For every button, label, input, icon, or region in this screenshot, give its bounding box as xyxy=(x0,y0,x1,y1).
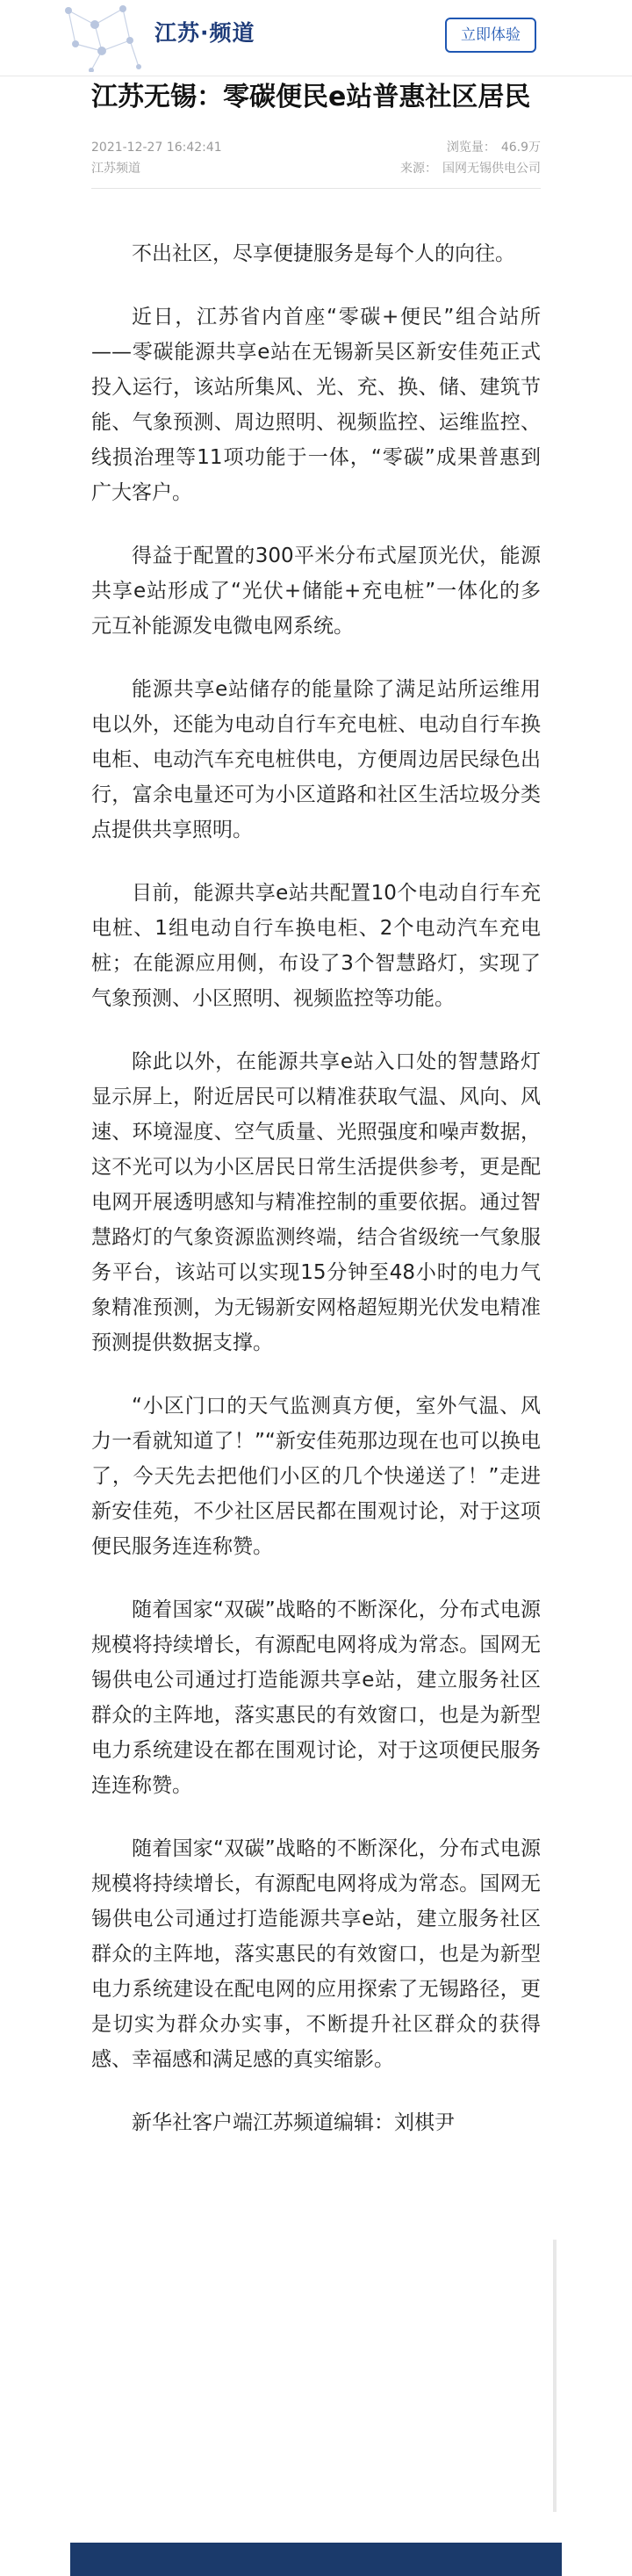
bottom-banner[interactable] xyxy=(70,2543,562,2576)
source-label: 来源： xyxy=(400,162,437,176)
scrollbar[interactable] xyxy=(553,2240,557,2512)
paragraph: 能源共享e站储存的能量除了满足站所运维用电以外，还能为电动自行车充电桩、电动自行车换电柜、电动汽车充电桩供电，方便周边居民绿色出行，富余电量还可为小区道路和社区生活垃圾分类点提供共享照明。 xyxy=(91,678,541,841)
views-value: 46.9万 xyxy=(500,141,541,155)
publish-date: 2021-12-27 16:42:41 xyxy=(91,141,222,155)
paragraph: 除此以外，在能源共享e站入口处的智慧路灯显示屏上，附近居民可以精准获取气温、风向、风速、环境湿度、空气质量、光照强度和噪声数据，这不光可以为小区居民日常生活提供参考，更是配电网开展透明感知与精准控制的重要依据。通过智慧路灯的气象资源监测终端，结合省级统一气象服务平台，该站可以实现15分钟至48小时的电力气象精准预测，为无锡新安网格超短期光伏发电精准预测提供数据支撑。 xyxy=(91,1050,541,1354)
views-label: 浏览量： xyxy=(446,141,496,155)
paragraph: 目前，能源共享e站共配置10个电动自行车充电桩、1组电动自行车换电柜、2个电动汽车充电桩；在能源应用侧，布设了3个智慧路灯，实现了气象预测、小区照明、视频监控等功能。 xyxy=(91,882,541,1010)
paragraph: 近日，江苏省内首座“零碳+便民”组合站所——零碳能源共享e站在无锡新吴区新安佳苑正式投入运行，该站所集风、光、充、换、储、建筑节能、气象预测、周边照明、视频监控、运维监控、线损治理等11项功能于一体，“零碳”成果普惠到广大客户。 xyxy=(91,306,541,504)
paragraph: 随着国家“双碳”战略的不断深化，分布式电源规模将持续增长，有源配电网将成为常态。国网无锡供电公司通过打造能源共享e站，建立服务社区群众的主阵地，落实惠民的有效窗口，也是为新型电力系统建设在配电网的应用探索了无锡路径，更是切实为群众办实事，不断提升社区群众的获得感、幸福感和满足感的真实缩影。 xyxy=(91,1837,541,2071)
paragraph: 得益于配置的300平米分布式屋顶光伏，能源共享e站形成了“光伏+储能+充电桩”一体化的多元互补能源发电微电网系统。 xyxy=(91,545,541,638)
meta-row-bottom xyxy=(91,158,541,179)
editor-byline: 新华社客户端江苏频道编辑：刘棋尹 xyxy=(132,2111,455,2134)
paragraph: 随着国家“双碳”战略的不断深化，分布式电源规模将持续增长，有源配电网将成为常态。国网无锡供电公司通过打造能源共享e站，建立服务社区群众的主阵地，落实惠民的有效窗口，也是为新型电力系统建设在都在围观讨论，对于这项便民服务连连称赞。 xyxy=(91,1598,541,1797)
try-now-button[interactable]: 立即体验 xyxy=(445,18,536,53)
source-value: 国网无锡供电公司 xyxy=(442,162,541,176)
source xyxy=(400,158,541,179)
article-body xyxy=(91,236,541,2140)
channel-name[interactable]: 江苏频道 xyxy=(91,162,140,176)
view-count xyxy=(447,137,541,158)
paragraph: “小区门口的天气监测真方便，室外气温、风力一看就知道了！”“新安佳苑那边现在也可以换电了，今天先去把他们小区的几个快递送了！”走进新安佳苑，不少社区居民都在围观讨论，对于这项便民服务连连称赞。 xyxy=(91,1395,541,1558)
top-bar xyxy=(0,0,632,76)
meta-divider xyxy=(91,188,541,189)
paragraph: 不出社区，尽享便捷服务是每个人的向往。 xyxy=(132,242,515,265)
article-title: 江苏无锡：零碳便民e站普惠社区居民 xyxy=(91,82,531,112)
channel-brand[interactable]: 江苏·频道 xyxy=(154,20,255,46)
network-logo-icon xyxy=(60,2,144,72)
article-meta xyxy=(91,137,541,179)
article xyxy=(91,79,541,2140)
meta-row-top xyxy=(91,137,541,158)
